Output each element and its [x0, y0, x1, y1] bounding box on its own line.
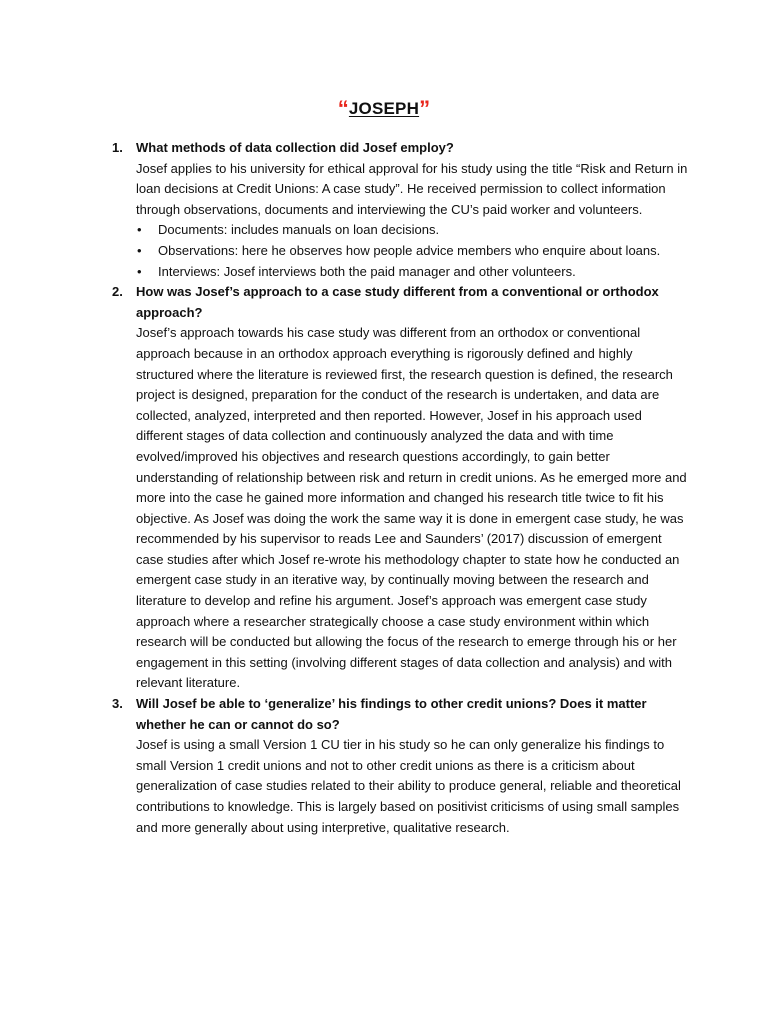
question-1-bullet-list	[136, 220, 688, 282]
question-3-number: 3.	[112, 696, 123, 712]
bullet-icon: •	[137, 242, 142, 258]
question-1-heading: What methods of data collection did Josef employ?	[136, 140, 454, 155]
question-2-number: 2.	[112, 284, 123, 300]
bullet-text: Interviews: Josef interviews both the paid manager and other volunteers.	[158, 263, 576, 279]
question-3	[112, 694, 688, 838]
question-1	[112, 138, 688, 282]
bullet-item-observations	[136, 241, 688, 262]
bullet-text: Observations: here he observes how people advice members who enquire about loans.	[158, 242, 661, 258]
question-3-heading: Will Josef be able to ‘generalize’ his findings to other credit unions? Does it matter whether he can or cannot do so?	[136, 696, 647, 732]
question-2-answer: Josef’s approach towards his case study was different from an orthodox or conventional approach because in an orthodox approach everything is rigorously defined and highly structured where the literature is reviewed first, the research question is defined, the research project is designed, preparation for the conduct of the research is undertaken, and data are collected, analyzed, interpreted and then reported. However, Josef in his approach used different stages of data collection and continuously analyzed the data and with time evolved/improved his objectives and research questions accordingly, to gain better understanding of relationship between risk and return in credit unions. As he emerged more and more into the case he gained more information and changed his research title twice to fit his objective. As Josef was doing the work the same way it is done in emergent case study, he was recommended by his supervisor to reads Lee and Saunders’ (2017) discussion of emergent case studies after which Josef re-wrote his methodology chapter to state how he conducted an emergent case study in an iterative way, by continually moving between the research and literature to develop and refine his argument. Josef’s approach was emergent case study approach where a researcher strategically choose a case study environment within which research will be conducted but allowing the focus of the research to emerge through his or her engagement in this setting (involving different stages of data collection and analysis) and with relevant literature.	[136, 325, 687, 691]
bullet-text: Documents: includes manuals on loan decisions.	[158, 222, 440, 238]
bullet-item-interviews	[136, 262, 688, 283]
document-title	[0, 96, 768, 122]
title-open-quote: “	[337, 96, 349, 121]
bullet-icon: •	[137, 222, 142, 238]
question-3-answer: Josef is using a small Version 1 CU tier in his study so he can only generalize his findings to small Version 1 credit unions and not to other credit unions as there is a criticism about generalization of case studies related to their ability to produce general, reliable and theoretical contributions to knowledge. This is largely based on positivist criticisms of using small samples and more generally about using interpretive, qualitative research.	[136, 737, 681, 835]
bullet-item-documents	[136, 220, 688, 241]
question-2	[112, 282, 688, 694]
question-1-answer: Josef applies to his university for ethical approval for his study using the title “Risk and Return in loan decisions at Credit Unions: A case study”. He received permission to collect information through observations, documents and interviewing the CU’s paid worker and volunteers.	[136, 160, 688, 217]
question-1-number: 1.	[112, 140, 123, 155]
question-2-heading: How was Josef’s approach to a case study different from a conventional or orthodox approach?	[136, 284, 659, 320]
document-body	[112, 138, 688, 838]
title-close-quote: ”	[419, 96, 431, 121]
title-text: JOSEPH	[348, 99, 420, 118]
bullet-icon: •	[137, 263, 142, 279]
